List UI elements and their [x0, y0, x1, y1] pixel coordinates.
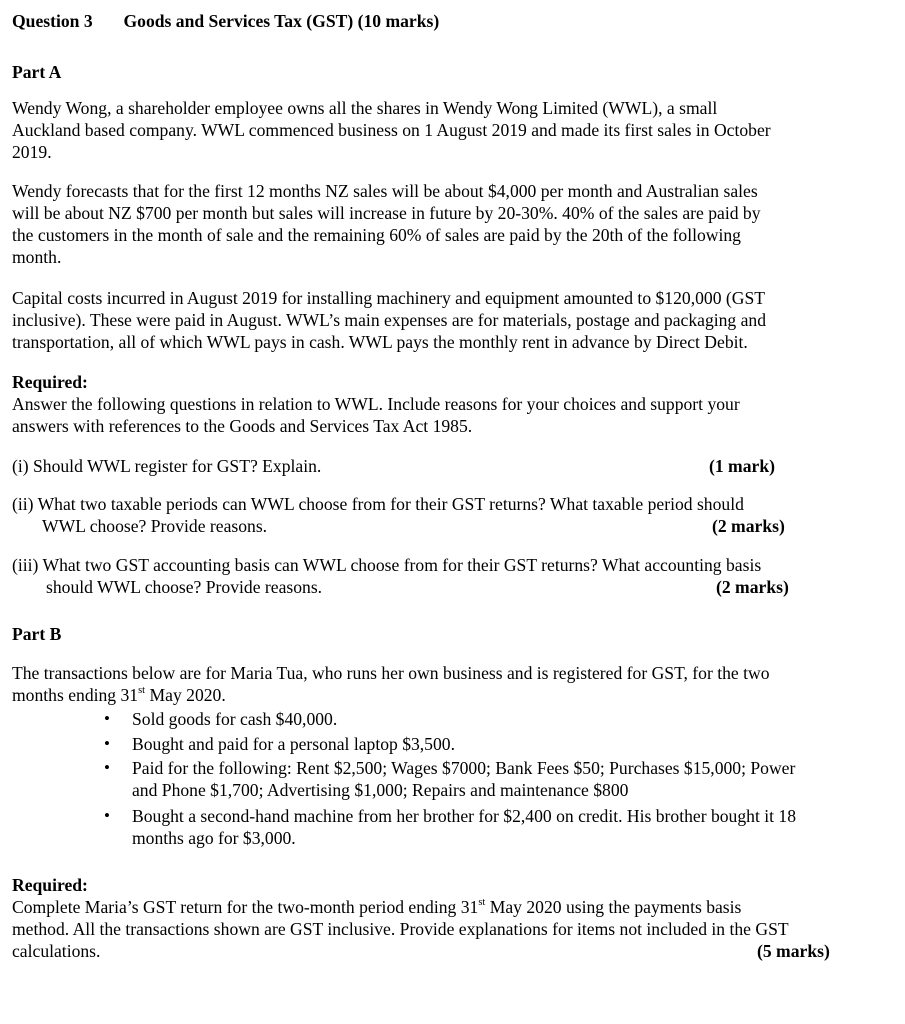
list-item-text: Paid for the following: Rent $2,500; Wages $7000; Bank Fees $50; Purchases $15,000; Power — [132, 758, 796, 778]
text-line: calculations. — [12, 941, 101, 961]
text-line: the customers in the month of sale and the remaining 60% of sales are paid by the 20th of the following — [12, 225, 741, 245]
text-line: month. — [12, 247, 62, 267]
text-fragment: Complete Maria’s GST return for the two-month period ending 31 — [12, 897, 479, 917]
text-line: Wendy Wong, a shareholder employee owns all the shares in Wendy Wong Limited (WWL), a small — [12, 98, 718, 118]
question-marks: (1 mark) — [709, 456, 775, 476]
text-line: Capital costs incurred in August 2019 for installing machinery and equipment amounted to $120,000 (GST — [12, 288, 765, 308]
text-line: inclusive). These were paid in August. WWL’s main expenses are for materials, postage and packaging and — [12, 310, 767, 330]
question-text: WWL choose? Provide reasons. — [42, 516, 268, 536]
list-item-text: Bought a second-hand machine from her brother for $2,400 on credit. His brother bought it 18 — [132, 806, 797, 826]
text-fragment: May 2020. — [145, 685, 226, 705]
bullet-icon: • — [104, 734, 110, 753]
bullet-icon: • — [104, 709, 110, 728]
list-item-text: Bought and paid for a personal laptop $3,500. — [132, 734, 455, 754]
question-marks: (2 marks) — [716, 577, 789, 597]
text-line — [12, 684, 226, 706]
list-item-text: months ago for $3,000. — [132, 828, 296, 848]
question-text: (i) Should WWL register for GST? Explain. — [12, 456, 322, 476]
question-heading — [12, 10, 439, 32]
part-b-required-label: Required: — [12, 875, 88, 895]
part-a-heading: Part A — [12, 62, 62, 82]
question-text: (iii) What two GST accounting basis can WWL choose from for their GST returns? What accounting basis — [12, 555, 762, 575]
list-item-text: Sold goods for cash $40,000. — [132, 709, 338, 729]
text-line: will be about NZ $700 per month but sales will increase in future by 20-30%. 40% of the sales are paid by — [12, 203, 761, 223]
superscript: st — [478, 897, 486, 909]
question-text: (ii) What two taxable periods can WWL choose from for their GST returns? What taxable period should — [12, 494, 744, 514]
text-fragment: months ending 31 — [12, 685, 139, 705]
text-line — [12, 896, 741, 918]
text-line: Answer the following questions in relation to WWL. Include reasons for your choices and support your — [12, 394, 740, 414]
text-line: Auckland based company. WWL commenced business on 1 August 2019 and made its first sales in October — [12, 120, 771, 140]
question-label: Question 3 — [12, 11, 93, 31]
question-marks: (2 marks) — [712, 516, 785, 536]
bullet-icon: • — [104, 758, 110, 777]
text-line: Wendy forecasts that for the first 12 months NZ sales will be about $4,000 per month and Australian sales — [12, 181, 758, 201]
text-fragment: May 2020 using the payments basis — [485, 897, 742, 917]
text-line: method. All the transactions shown are GST inclusive. Provide explanations for items not included in the GST — [12, 919, 789, 939]
question-marks: (5 marks) — [757, 941, 830, 961]
text-line: 2019. — [12, 142, 52, 162]
part-a-required-label: Required: — [12, 372, 88, 392]
superscript: st — [138, 685, 146, 697]
text-line: answers with references to the Goods and Services Tax Act 1985. — [12, 416, 473, 436]
bullet-icon: • — [104, 806, 110, 825]
text-line: transportation, all of which WWL pays in cash. WWL pays the monthly rent in advance by Direct Debit. — [12, 332, 748, 352]
part-b-heading: Part B — [12, 624, 62, 644]
question-text: should WWL choose? Provide reasons. — [46, 577, 323, 597]
list-item-text: and Phone $1,700; Advertising $1,000; Repairs and maintenance $800 — [132, 780, 629, 800]
question-title: Goods and Services Tax (GST) (10 marks) — [123, 11, 440, 31]
text-line: The transactions below are for Maria Tua, who runs her own business and is registered for GST, for the two — [12, 663, 770, 683]
